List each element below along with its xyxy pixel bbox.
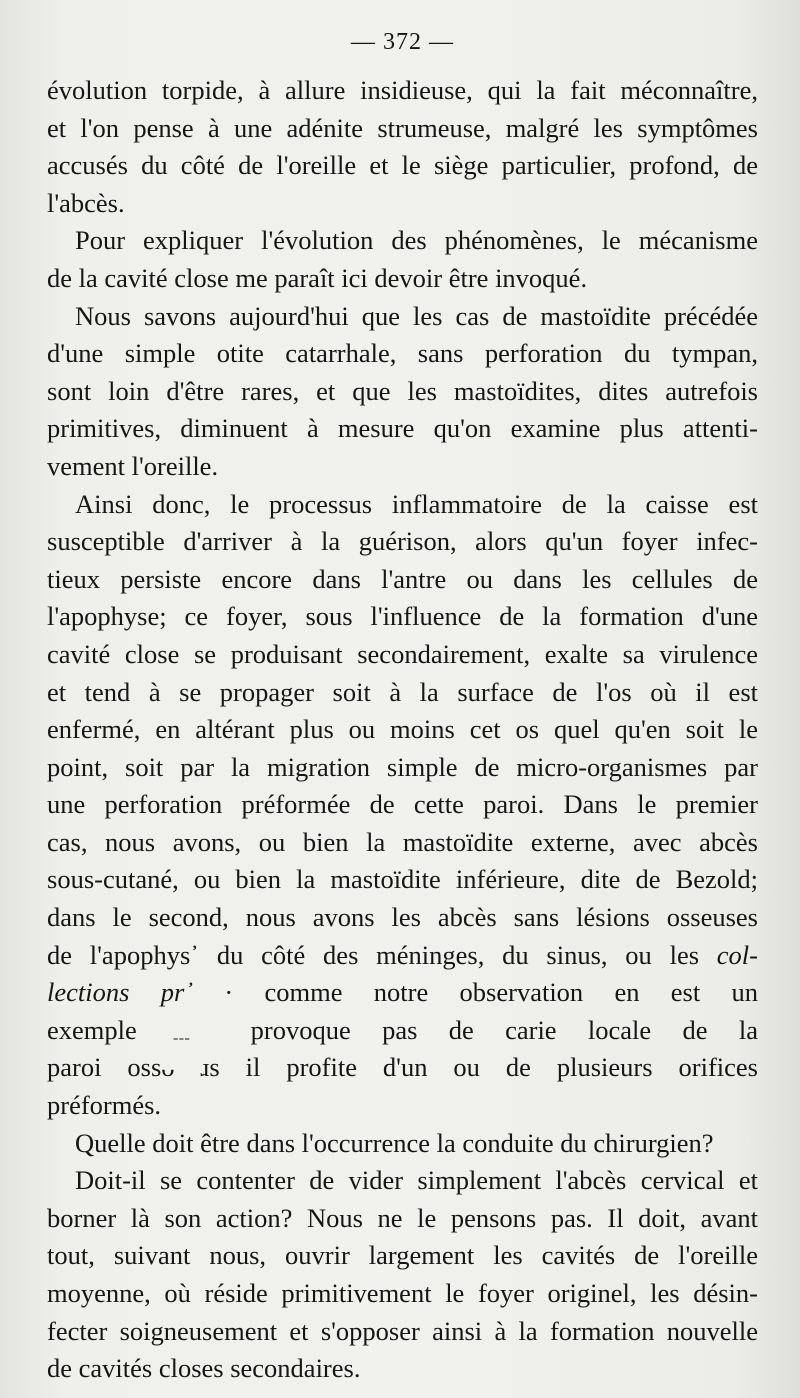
text-line: fecter soigneusement et s'opposer ainsi à la formation nouvelle <box>47 1315 758 1346</box>
text-line: enfermé, en altérant plus ou moins cet os quel qu'en soit le <box>47 714 758 745</box>
text-line: accusés du côté de l'oreille et le siège particulier, profond, de <box>47 150 758 181</box>
text-line: lections pr᾽ · comme notre observation en est un <box>47 977 759 1008</box>
text-line: vement l'oreille. <box>47 450 219 481</box>
paragraph <box>47 72 758 222</box>
text-line: d'une simple otite catarrhale, sans perforation du tympan, <box>47 338 758 369</box>
text-line: sous-cutané, ou bien la mastoïdite inférieure, dite de Bezold; <box>47 864 758 895</box>
text-line: Ainsi donc, le processus inflammatoire de la caisse est <box>75 488 758 519</box>
paragraph <box>47 486 758 1125</box>
text-line: tout, suivant nous, ouvrir largement les cavités de l'oreille <box>47 1240 758 1271</box>
text-line: une perforation préformée de cette paroi. Dans le premier <box>47 789 758 820</box>
text-line: sont loin d'être rares, et que les mastoïdites, dites autrefois <box>47 375 758 406</box>
text-line: préformés. <box>47 1090 162 1121</box>
paragraph <box>47 1125 758 1163</box>
text-body <box>47 72 758 1388</box>
text-line: paroi ossᴗ ɹs il profite d'un ou de plusieurs orifices <box>47 1052 758 1083</box>
text-line: moyenne, où réside primitivement le foyer originel, les désin- <box>47 1278 758 1308</box>
text-line: l'abcès. <box>47 187 125 218</box>
text-line: primitives, diminuent à mesure qu'on examine plus attenti- <box>47 413 758 444</box>
text-line: Nous savons aujourd'hui que les cas de mastoïdite précédée <box>75 300 758 331</box>
text-line: borner là son action? Nous ne le pensons pas. Il doit, avant <box>47 1202 758 1233</box>
text-line: et l'on pense à une adénite strumeuse, malgré les symptômes <box>47 112 758 143</box>
paragraph <box>47 222 758 297</box>
paragraph <box>47 1162 758 1388</box>
text-line: point, soit par la migration simple de micro-organismes par <box>47 751 758 782</box>
text-line: évolution torpide, à allure insidieuse, qui la fait méconnaître, <box>47 75 758 105</box>
text-line: de cavités closes secondaires. <box>47 1353 361 1384</box>
text-line: l'apophyse; ce foyer, sous l'influence de la formation d'une <box>47 601 758 632</box>
text-line: cas, nous avons, ou bien la mastoïdite externe, avec abcès <box>47 826 758 857</box>
paragraph <box>47 298 758 486</box>
text-line: Doit-il se contenter de vider simplement l'abcès cervical et <box>75 1165 758 1196</box>
text-line: susceptible d'arriver à la guérison, alors qu'un foyer infec- <box>47 526 758 557</box>
text-line: dans le second, nous avons les abcès sans lésions osseuses <box>47 902 758 933</box>
text-line: tieux persiste encore dans l'antre ou dans les cellules de <box>47 563 758 594</box>
text-line: exemple ﹍ provoque pas de carie locale de la <box>47 1014 758 1045</box>
text-line: cavité close se produisant secondairement, exalte sa virulence <box>47 638 758 669</box>
text-line: et tend à se propager soit à la surface de l'os où il est <box>47 676 758 707</box>
page-number: — 372 — <box>351 29 454 55</box>
text-line: Quelle doit être dans l'occurrence la conduite du chirurgien? <box>75 1127 714 1158</box>
text-line: de l'apophys᾽ du côté des méninges, du sinus, ou les col- <box>47 939 758 970</box>
text-line: Pour expliquer l'évolution des phénomènes, le mécanisme <box>75 225 758 256</box>
text-line: de la cavité close me paraît ici devoir être invoqué. <box>47 262 588 293</box>
